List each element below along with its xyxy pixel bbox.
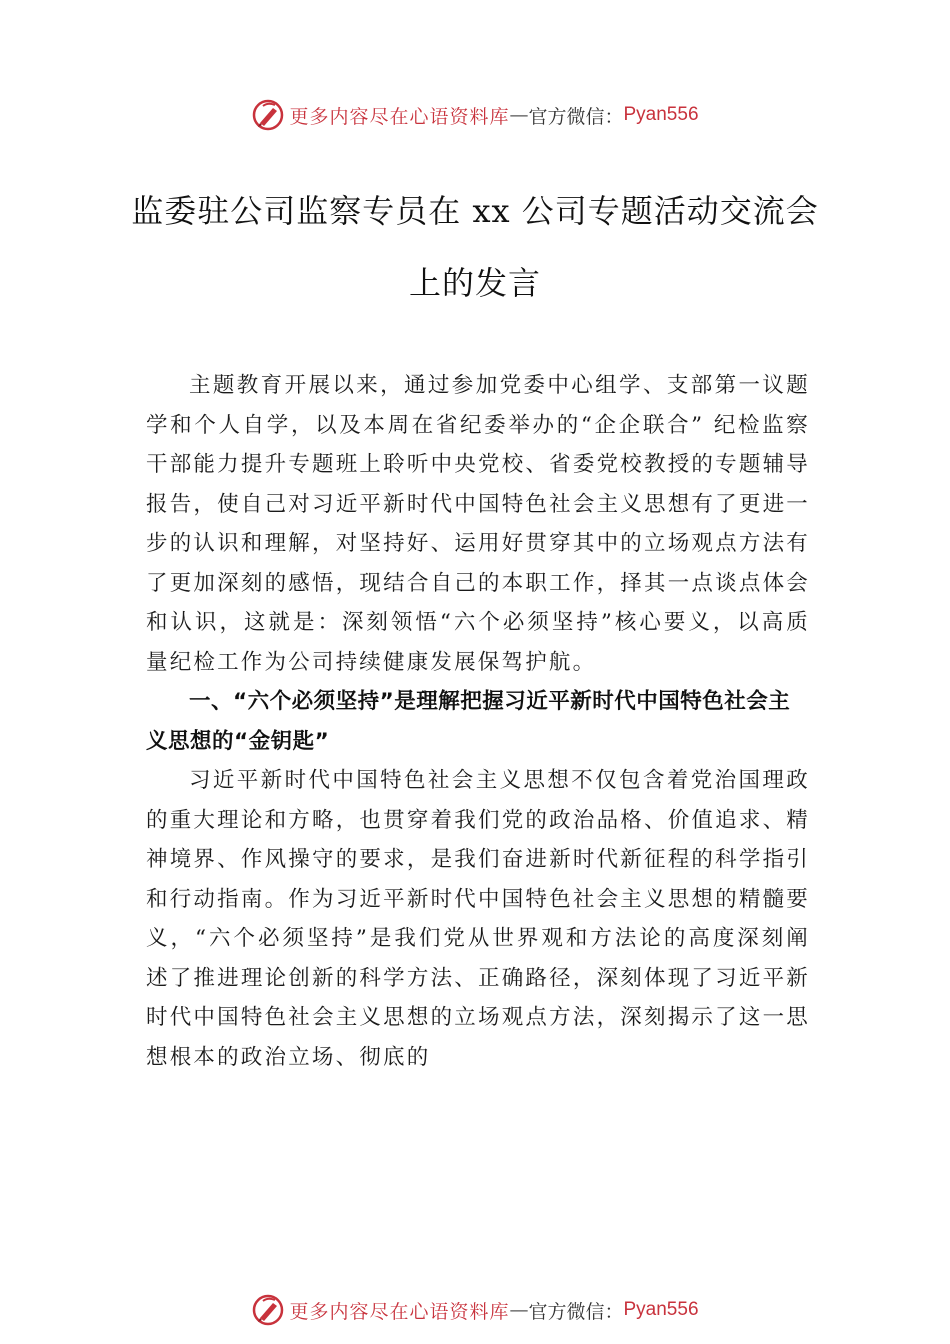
intro-paragraph: 主题教育开展以来，通过参加党委中心组学、支部第一议题学和个人自学，以及本周在省纪委举办的“企企联合” 纪检监察干部能力提升专题班上聆听中央党校、省委党校教授的专题辅导报告，使自己对习近平新时代中国特色社会主义思想有了更进一步的认识和理解，对坚持好、运用好贯穿其中的立场观点方法有了更加深刻的感悟，现结合自己的本职工作，择其一点谈点体会和认识，这就是：深刻领悟“六个必须坚持”核心要义，以高质量纪检工作为公司持续健康发展保驾护航。 [146,373,810,675]
banner-wechat-id: Pyan556 [623,1299,699,1320]
document-title: 监委驻公司监察专员在 xx 公司专题活动交流会上的发言 [131,192,819,302]
banner-dash: — [509,1299,529,1321]
banner-text: 更多内容尽在心语资料库 [289,1300,510,1323]
document-body [146,366,810,1077]
banner-wechat-id: Pyan556 [623,104,699,125]
footer-banner [0,1290,950,1330]
pen-logo-icon [251,1293,285,1327]
banner-label: 官方微信： [528,1300,624,1323]
header-banner [0,95,950,135]
banner-dash: — [509,104,529,126]
banner-text: 更多内容尽在心语资料库 [289,105,510,128]
banner-label: 官方微信： [528,105,624,128]
pen-logo-icon [251,98,285,132]
section-heading-1: 一、“六个必须坚持”是理解把握习近平新时代中国特色社会主义思想的“金钥匙” [146,689,791,754]
section-1-paragraph: 习近平新时代中国特色社会主义思想不仅包含着党治国理政的重大理论和方略，也贯穿着我们党的政治品格、价值追求、精神境界、作风操守的要求，是我们奋进新时代新征程的科学指引和行动指南。作为习近平新时代中国特色社会主义思想的精髓要义，“六个必须坚持”是我们党从世界观和方法论的高度深刻阐述了推进理论创新的科学方法、正确路径，深刻体现了习近平新时代中国特色社会主义思想的立场观点方法，深刻揭示了这一思想根本的政治立场、彻底的 [146,768,810,1070]
